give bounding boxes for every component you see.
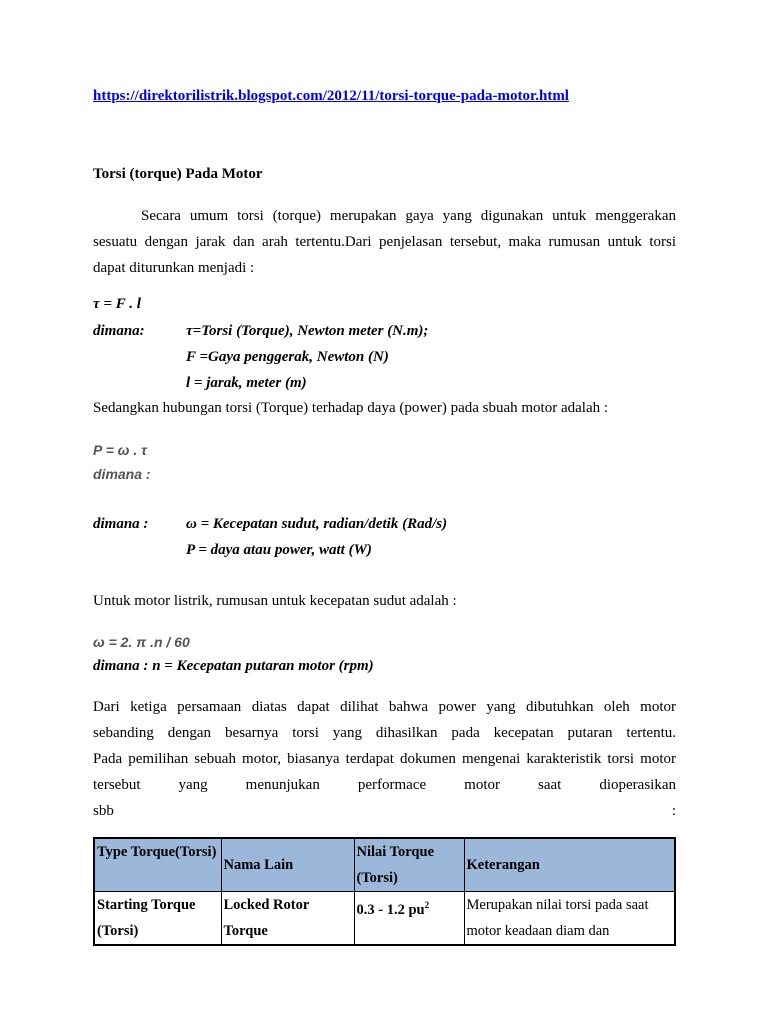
intro-line-2: sesuatu dengan jarak dan arah tertentu.Dari penjelasan tersebut, maka rumusan untuk torsi: [93, 234, 676, 250]
source-link[interactable]: https://direktorilistrik.blogspot.com/2012/11/torsi-torque-pada-motor.html: [93, 88, 569, 104]
header-type: Type Torque(Torsi): [94, 838, 221, 892]
power-formula: P = ω . τ: [93, 442, 147, 458]
cell-nama: Locked Rotor Torque: [221, 892, 354, 946]
torque-table: [93, 837, 676, 946]
table-header-row: [94, 838, 675, 892]
dimana-label-2: dimana :: [93, 516, 149, 532]
power-intro: Sedangkan hubungan torsi (Torque) terhadap daya (power) pada sbuah motor adalah :: [93, 400, 609, 416]
conclusion-line-4: tersebut yang menunjukan performace motor saat dioperasikan sbb :: [93, 777, 676, 819]
torque-formula: τ = F . l: [93, 296, 141, 312]
cell-nilai-value: 0.3 - 1.2 pu: [356, 901, 425, 918]
torque-definition: τ=Torsi (Torque), Newton meter (N.m);: [186, 323, 429, 339]
distance-definition: l = jarak, meter (m): [186, 375, 307, 391]
section-title: Torsi (torque) Pada Motor: [93, 166, 263, 182]
angular-speed-formula: ω = 2. π .n / 60: [93, 634, 190, 650]
intro-line-1: Secara umum torsi (torque) merupakan gaya yang digunakan untuk menggerakan: [141, 208, 676, 224]
header-nilai: Nilai Torque (Torsi): [354, 838, 464, 892]
cell-keterangan: Merupakan nilai torsi pada saat motor keadaan diam dan: [464, 892, 675, 946]
rpm-definition-line: [93, 658, 374, 675]
conclusion-line-3: Pada pemilihan sebuah motor, biasanya terdapat dokumen mengenai karakteristik torsi motor: [93, 751, 676, 767]
header-keterangan: Keterangan: [464, 838, 675, 892]
dimana-label-1: dimana:: [93, 323, 145, 339]
power-definition: P = daya atau power, watt (W): [186, 542, 372, 558]
cell-nilai-sup: 2: [424, 900, 430, 910]
dimana-label-3: dimana :: [93, 658, 153, 674]
conclusion-line-2: sebanding dengan besarnya torsi yang dihasilkan pada kecepatan putaran tertentu.: [93, 725, 676, 741]
power-dimana-gray: dimana :: [93, 466, 151, 482]
header-nama-lain: Nama Lain: [221, 838, 354, 892]
cell-type: Starting Torque (Torsi): [94, 892, 221, 946]
cell-nilai: [354, 892, 464, 946]
table-row: [94, 892, 675, 946]
speed-intro: Untuk motor listrik, rumusan untuk kecepatan sudut adalah :: [93, 593, 457, 609]
intro-line-3: dapat diturunkan menjadi :: [93, 260, 255, 276]
rpm-definition: n = Kecepatan putaran motor (rpm): [152, 658, 374, 674]
angular-speed-definition: ω = Kecepatan sudut, radian/detik (Rad/s): [186, 516, 448, 532]
force-definition: F =Gaya penggerak, Newton (N): [186, 349, 389, 365]
conclusion-line-1: Dari ketiga persamaan diatas dapat dilihat bahwa power yang dibutuhkan oleh motor: [93, 699, 676, 715]
